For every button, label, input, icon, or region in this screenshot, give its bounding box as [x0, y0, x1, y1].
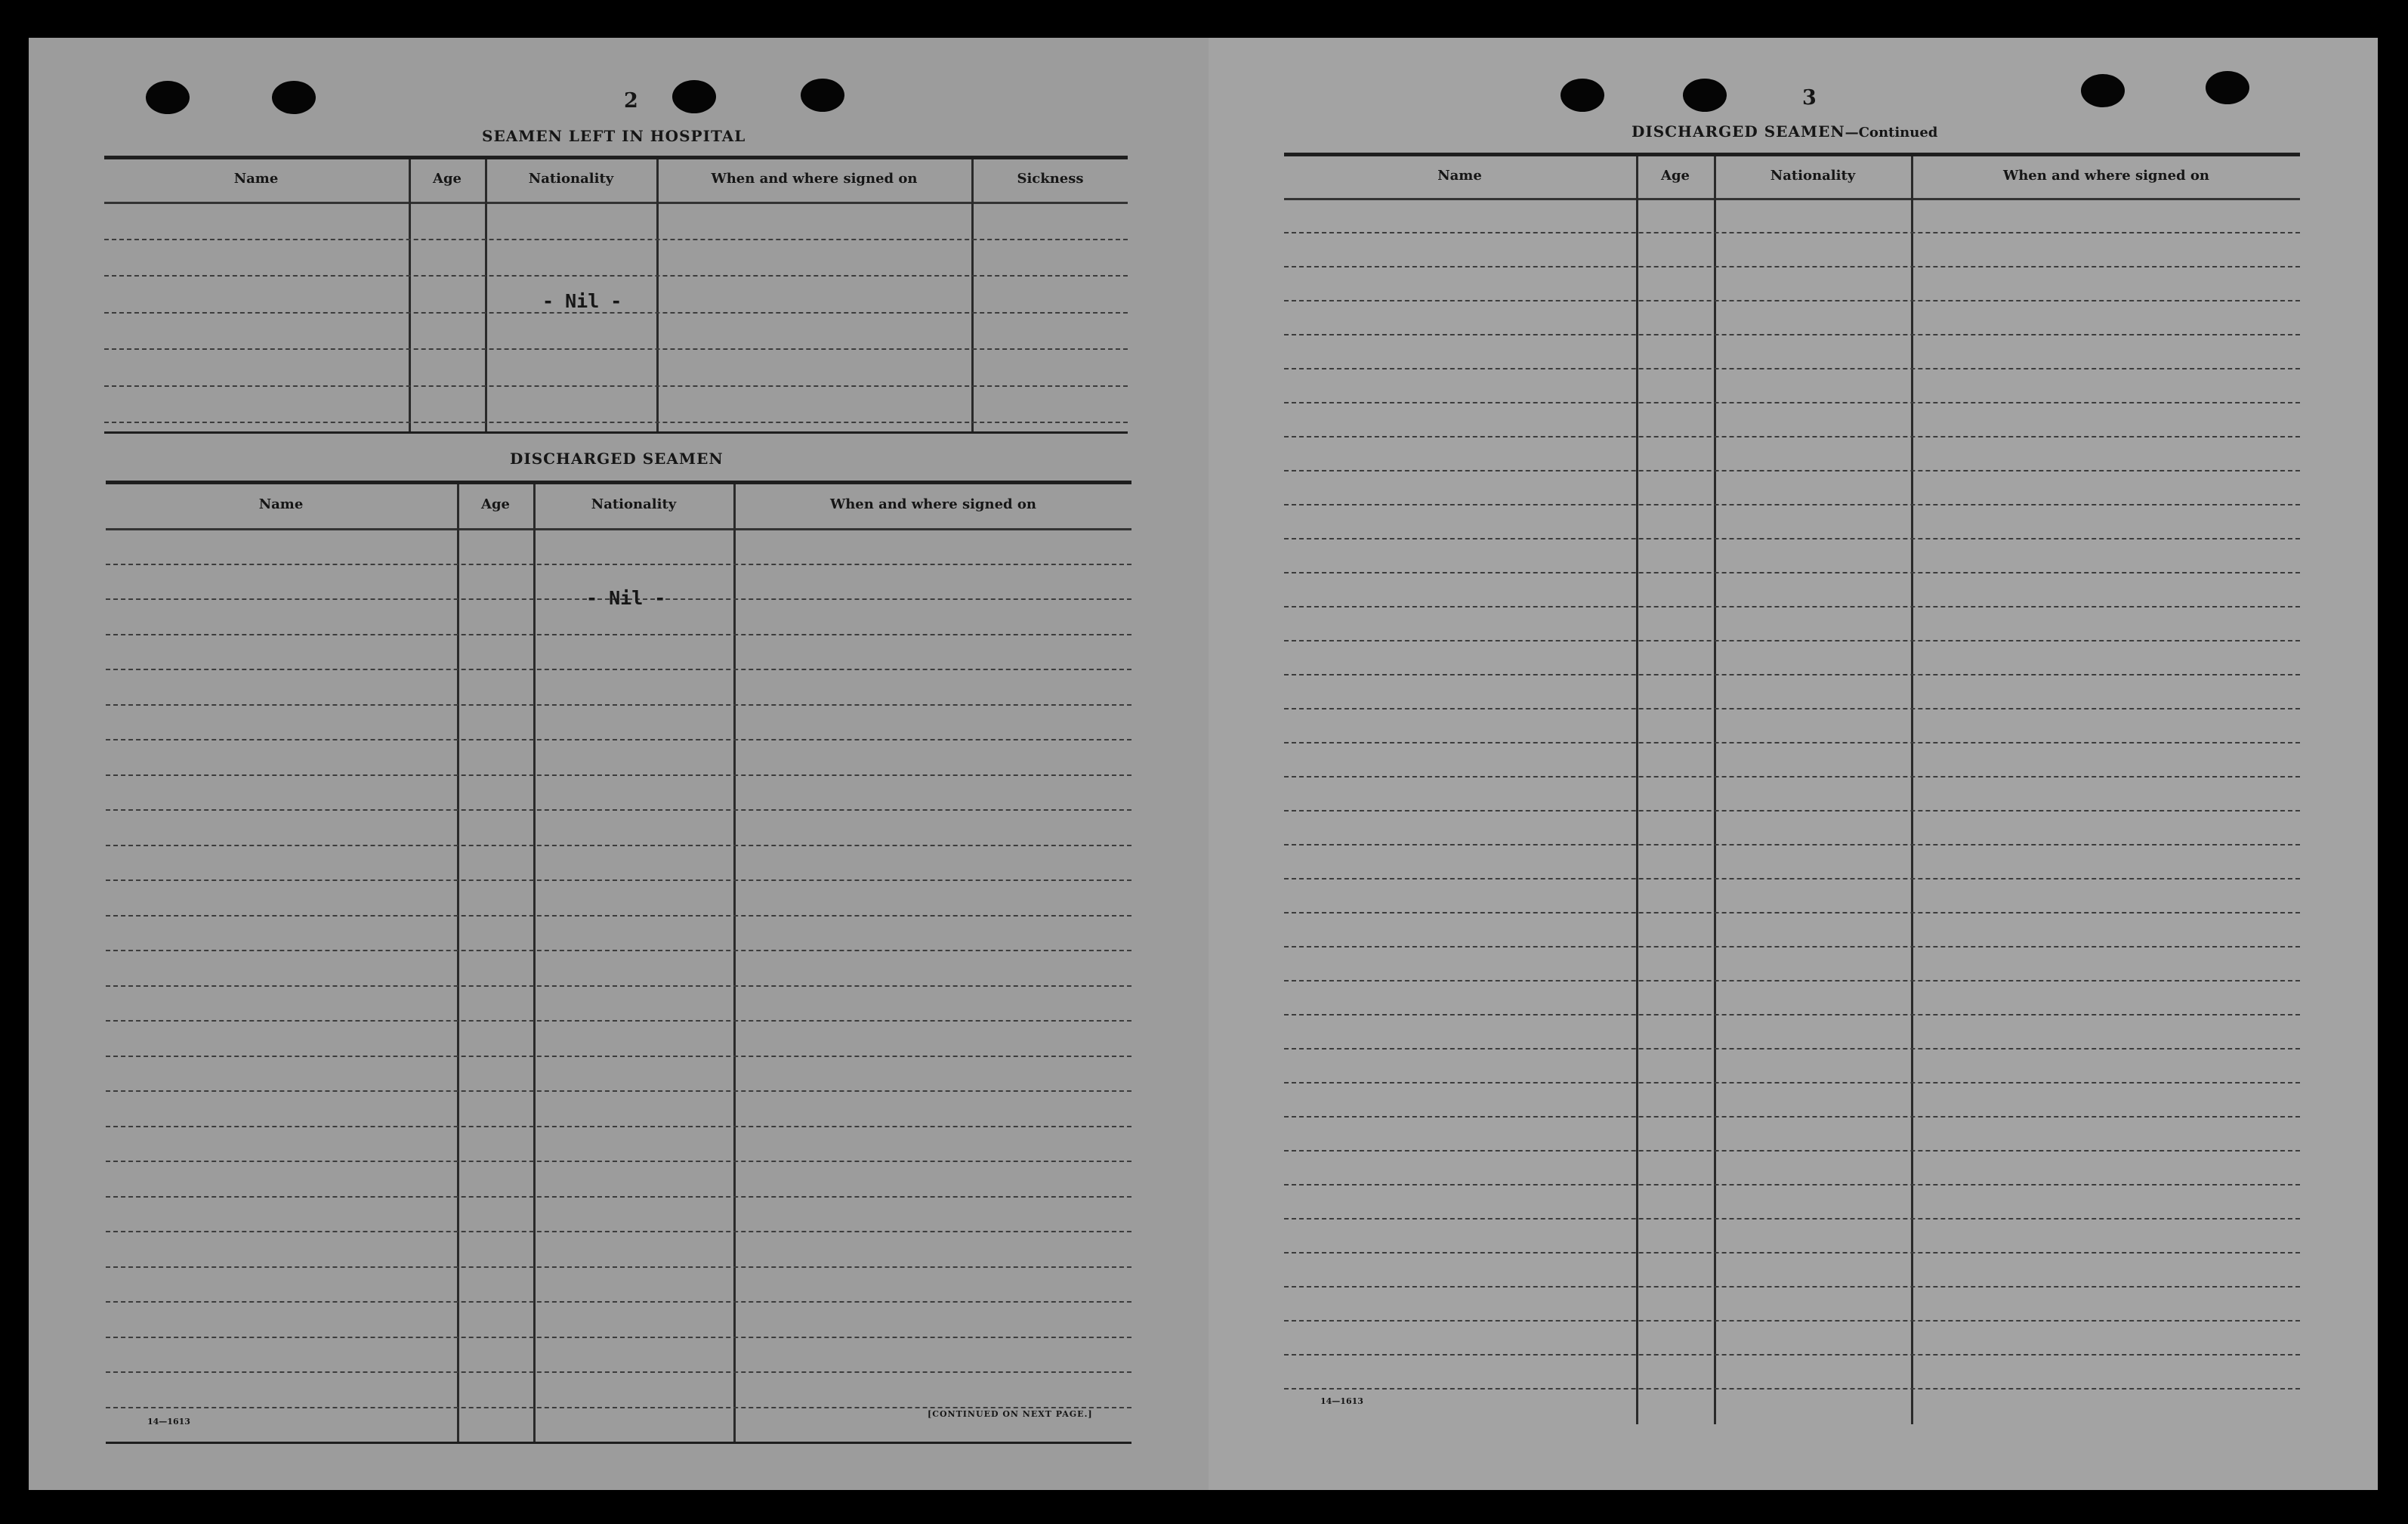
ruled-line — [106, 1407, 1131, 1408]
ruled-line — [1284, 844, 2300, 845]
column-divider — [533, 484, 536, 1442]
ruled-line — [1284, 912, 2300, 913]
ruled-line — [106, 809, 1131, 811]
ruled-line — [1284, 232, 2300, 233]
hospital-section-title: SEAMEN LEFT IN HOSPITAL — [482, 127, 746, 145]
ruled-line — [1284, 1184, 2300, 1186]
ruled-line — [1284, 1014, 2300, 1015]
ruled-line — [1284, 266, 2300, 267]
ruled-line — [106, 1020, 1131, 1022]
ruled-line — [106, 1196, 1131, 1198]
ruled-line — [106, 739, 1131, 740]
punch-hole — [2081, 74, 2125, 107]
col-header-signed-on: When and where signed on — [830, 496, 1036, 512]
punch-hole — [272, 81, 316, 114]
col-header-age: Age — [432, 171, 462, 187]
form-number: 14—1613 — [147, 1417, 190, 1427]
col-header-sickness: Sickness — [1017, 171, 1084, 187]
ruled-line — [1284, 878, 2300, 879]
ruled-line — [106, 1337, 1131, 1338]
col-header-nationality: Nationality — [528, 171, 614, 187]
ruled-line — [106, 564, 1131, 565]
ruled-line — [106, 1231, 1131, 1232]
ruled-line — [1284, 1252, 2300, 1254]
col-header-age: Age — [480, 496, 510, 512]
column-divider — [733, 484, 736, 1442]
col-header-name: Name — [258, 496, 304, 512]
ruled-line — [106, 845, 1131, 846]
ruled-line — [1284, 606, 2300, 607]
punch-hole — [672, 80, 716, 113]
ruled-line — [1284, 402, 2300, 403]
form-number: 14—1613 — [1320, 1396, 1363, 1406]
left-page — [29, 38, 1209, 1490]
ruled-line — [104, 385, 1128, 387]
ruled-line — [104, 239, 1128, 240]
column-divider — [409, 159, 411, 431]
ruled-line — [106, 915, 1131, 917]
punch-hole — [1561, 79, 1604, 112]
hospital-nil-entry: - Nil - — [542, 290, 622, 312]
discharged-table — [106, 481, 1131, 1446]
col-header-name: Name — [233, 171, 279, 187]
punch-hole — [801, 79, 844, 112]
col-header-signed-on: When and where signed on — [711, 171, 918, 187]
page-number: 2 — [624, 89, 638, 113]
col-header-name: Name — [1437, 167, 1482, 184]
ruled-line — [104, 422, 1128, 423]
ruled-line — [1284, 946, 2300, 947]
page-number: 3 — [1802, 86, 1817, 110]
ruled-line — [106, 1371, 1131, 1373]
ruled-line — [104, 275, 1128, 277]
ruled-line — [1284, 1320, 2300, 1322]
ruled-line — [1284, 1218, 2300, 1220]
punch-hole — [1683, 79, 1727, 112]
ruled-line — [106, 774, 1131, 776]
col-header-age: Age — [1660, 167, 1690, 184]
ruled-line — [1284, 368, 2300, 369]
ruled-line — [104, 348, 1128, 350]
column-divider — [971, 159, 974, 431]
column-divider — [656, 159, 659, 431]
punch-hole — [146, 81, 190, 114]
ruled-line — [106, 1056, 1131, 1057]
ruled-line — [1284, 572, 2300, 573]
ruled-line — [106, 704, 1131, 706]
ruled-line — [1284, 504, 2300, 505]
column-divider — [1636, 156, 1638, 1424]
right-page — [1209, 38, 2378, 1490]
ruled-line — [1284, 470, 2300, 471]
ruled-line — [1284, 1354, 2300, 1356]
continued-note: [CONTINUED ON NEXT PAGE.] — [928, 1409, 1093, 1419]
col-header-signed-on: When and where signed on — [2003, 167, 2209, 184]
col-header-nationality: Nationality — [591, 496, 677, 512]
ruled-line — [1284, 640, 2300, 641]
ruled-line — [1284, 1286, 2300, 1288]
ruled-line — [1284, 436, 2300, 437]
col-header-nationality: Nationality — [1770, 167, 1856, 184]
discharged-section-title: DISCHARGED SEAMEN — [510, 450, 724, 468]
ruled-line — [1284, 980, 2300, 981]
ruled-line — [1284, 708, 2300, 709]
ruled-line — [1284, 1082, 2300, 1083]
ruled-line — [1284, 1150, 2300, 1152]
ruled-line — [1284, 742, 2300, 743]
column-divider — [1911, 156, 1913, 1424]
ruled-line — [106, 985, 1131, 987]
punch-hole — [2206, 71, 2249, 104]
discharged-continued-title: DISCHARGED SEAMEN—Continued — [1632, 122, 1938, 141]
ruled-line — [1284, 776, 2300, 777]
ruled-line — [1284, 334, 2300, 335]
ruled-line — [1284, 1388, 2300, 1390]
ruled-line — [106, 950, 1131, 951]
discharged-nil-entry: - Nil - — [586, 587, 666, 609]
column-divider — [457, 484, 459, 1442]
ruled-line — [106, 634, 1131, 635]
column-divider — [485, 159, 487, 431]
ruled-line — [1284, 300, 2300, 301]
discharged-continued-table — [1284, 153, 2300, 1424]
ruled-line — [1284, 1048, 2300, 1049]
ruled-line — [106, 1126, 1131, 1127]
ruled-line — [1284, 674, 2300, 675]
ruled-line — [106, 1161, 1131, 1162]
ruled-line — [1284, 1116, 2300, 1117]
ruled-line — [1284, 810, 2300, 811]
column-divider — [1714, 156, 1716, 1424]
ruled-line — [106, 1301, 1131, 1303]
ruled-line — [106, 1090, 1131, 1092]
ruled-line — [106, 669, 1131, 670]
ruled-line — [1284, 538, 2300, 539]
ruled-line — [106, 879, 1131, 881]
ruled-line — [106, 1266, 1131, 1268]
